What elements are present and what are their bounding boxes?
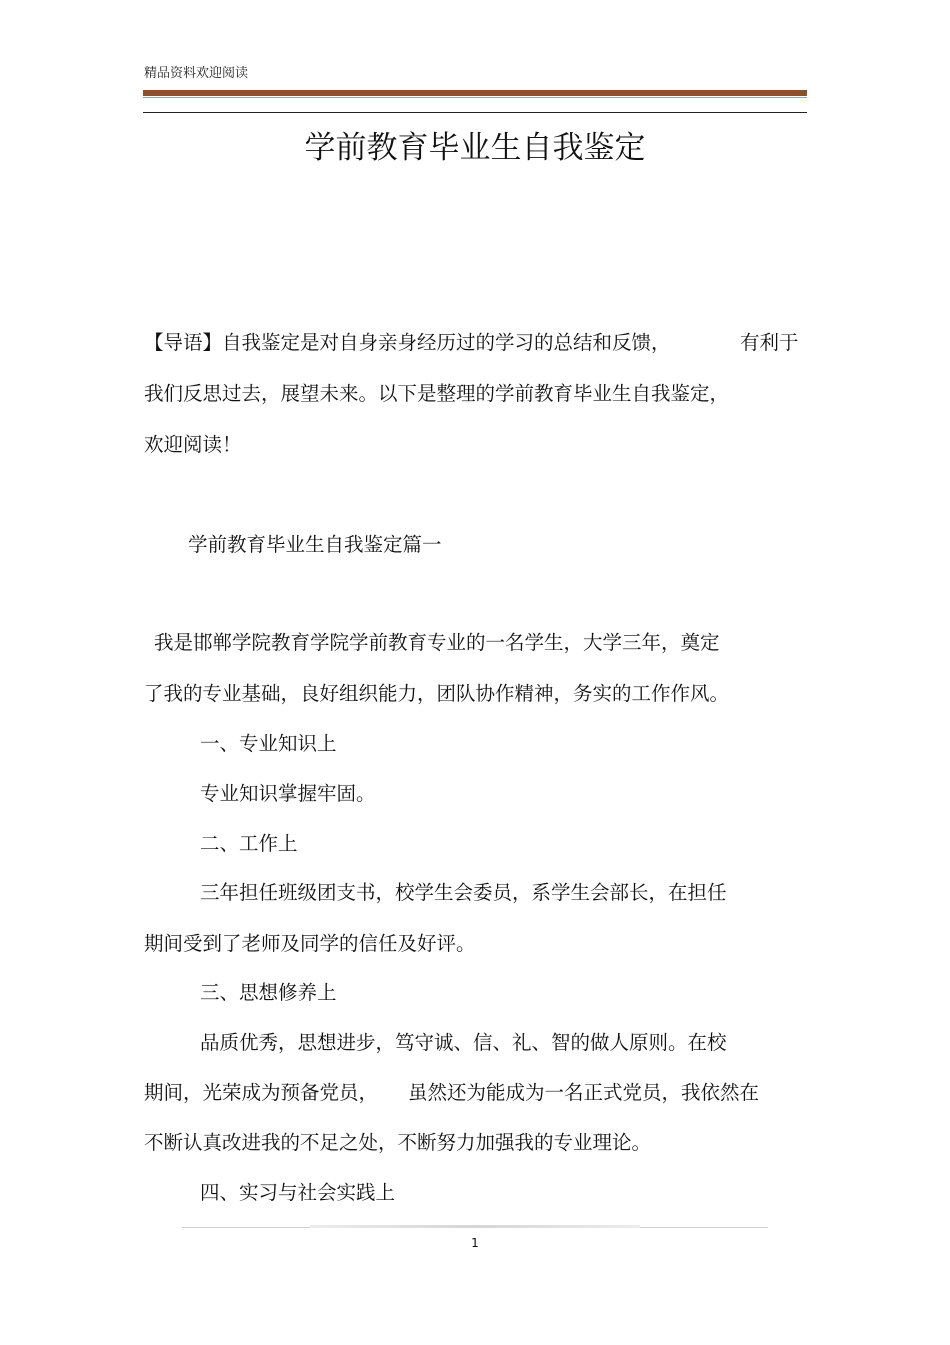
intro-line-1: 【导语】自我鉴定是对自身亲身经历过的学习的总结和反馈， — [144, 331, 671, 354]
intro-line-2: 我们反思过去，展望未来。以下是整理的学前教育毕业生自我鉴定， — [144, 382, 730, 405]
body-line: 专业知识掌握牢固。 — [200, 782, 376, 805]
body-line: 三年担任班级团支书，校学生会委员，系学生会部长，在担任 — [200, 881, 727, 904]
body-line: 期间，光荣成为预备党员， — [144, 1081, 379, 1104]
page-header-text: 精品资料欢迎阅读 — [144, 66, 249, 81]
header-rule-thin — [143, 112, 807, 113]
body-line: 品质优秀，思想进步，笃守诚、信、礼、智的做人原则。在校 — [200, 1031, 727, 1054]
body-line: 我是邯郸学院教育学院学前教育专业的一名学生，大学三年，奠定 — [154, 631, 720, 654]
page-number: 1 — [471, 1236, 479, 1250]
document-title: 学前教育毕业生自我鉴定 — [304, 130, 646, 166]
subheading-knowledge: 一、专业知识上 — [200, 732, 337, 755]
footer-rule-shade — [310, 1225, 640, 1228]
body-line: 了我的专业基础，良好组织能力，团队协作精神，务实的工作作风。 — [144, 682, 730, 705]
body-line-tail: 虽然还为能成为一名正式党员，我依然在 — [408, 1081, 760, 1104]
body-line: 不断认真改进我的不足之处，不断努力加强我的专业理论。 — [144, 1131, 652, 1154]
intro-line-3: 欢迎阅读！ — [144, 433, 242, 456]
body-line: 期间受到了老师及同学的信任及好评。 — [144, 932, 476, 955]
header-rule-thick — [143, 90, 807, 96]
subheading-work: 二、工作上 — [200, 832, 298, 855]
section-heading: 学前教育毕业生自我鉴定篇一 — [188, 533, 442, 556]
subheading-character: 三、思想修养上 — [200, 981, 337, 1004]
header-rule-accent — [143, 97, 807, 98]
intro-line-1-tail: 有利于 — [740, 331, 799, 354]
subheading-practice: 四、实习与社会实践上 — [200, 1181, 396, 1204]
